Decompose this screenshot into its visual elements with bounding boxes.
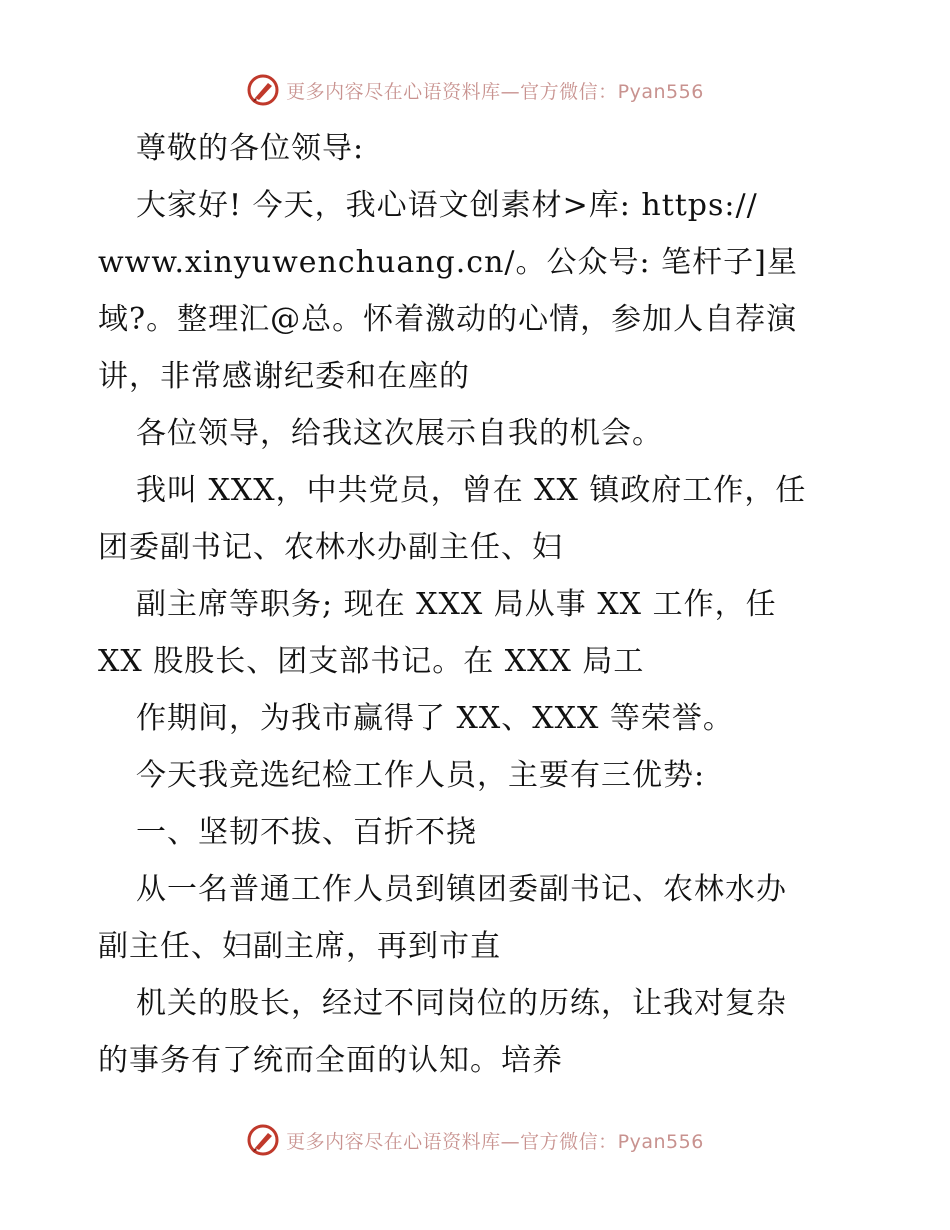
text-line: 尊敬的各位领导: — [136, 131, 365, 166]
text-line: 副主任、妇副主席，再到市直 — [98, 929, 501, 964]
document-body — [98, 120, 858, 1089]
text-line: 我叫 XXX，中共党员，曾在 XX 镇政府工作，任 — [136, 473, 807, 508]
text-line: 作期间，为我市赢得了 XX、XXX 等荣誉。 — [136, 701, 734, 736]
text-line: 各位领导，给我这次展示自我的机会。 — [136, 416, 663, 451]
text-line: 域?。整理汇@总。怀着激动的心情，参加人自荐演 — [98, 302, 798, 337]
text-line: 的事务有了统而全面的认知。培养 — [98, 1043, 563, 1078]
text-line: 今天我竞选纪检工作人员，主要有三优势: — [136, 758, 706, 793]
footer-banner-text: 更多内容尽在心语资料库—官方微信：Pyan556 — [286, 1130, 704, 1153]
footer-banner — [0, 1120, 950, 1160]
text-line: 团委副书记、农林水办副主任、妇 — [98, 530, 563, 565]
text-line: 从一名普通工作人员到镇团委副书记、农林水办 — [136, 872, 787, 907]
header-banner-text: 更多内容尽在心语资料库—官方微信：Pyan556 — [286, 80, 704, 103]
text-line: 副主席等职务; 现在 XXX 局从事 XX 工作，任 — [136, 587, 777, 622]
text-line: 大家好! 今天，我心语文创素材>库: https:// — [136, 188, 758, 223]
header-banner — [0, 70, 950, 110]
pen-logo-icon — [246, 1123, 280, 1157]
text-line: 讲，非常感谢纪委和在座的 — [98, 359, 470, 394]
text-line: 一、坚韧不拔、百折不挠 — [136, 815, 477, 850]
text-line: www.xinyuwenchuang.cn/。公众号: 笔杆子]星 — [98, 245, 798, 280]
text-line: XX 股股长、团支部书记。在 XXX 局工 — [98, 644, 645, 679]
pen-logo-icon — [246, 73, 280, 107]
text-line: 机关的股长，经过不同岗位的历练，让我对复杂 — [136, 986, 787, 1021]
